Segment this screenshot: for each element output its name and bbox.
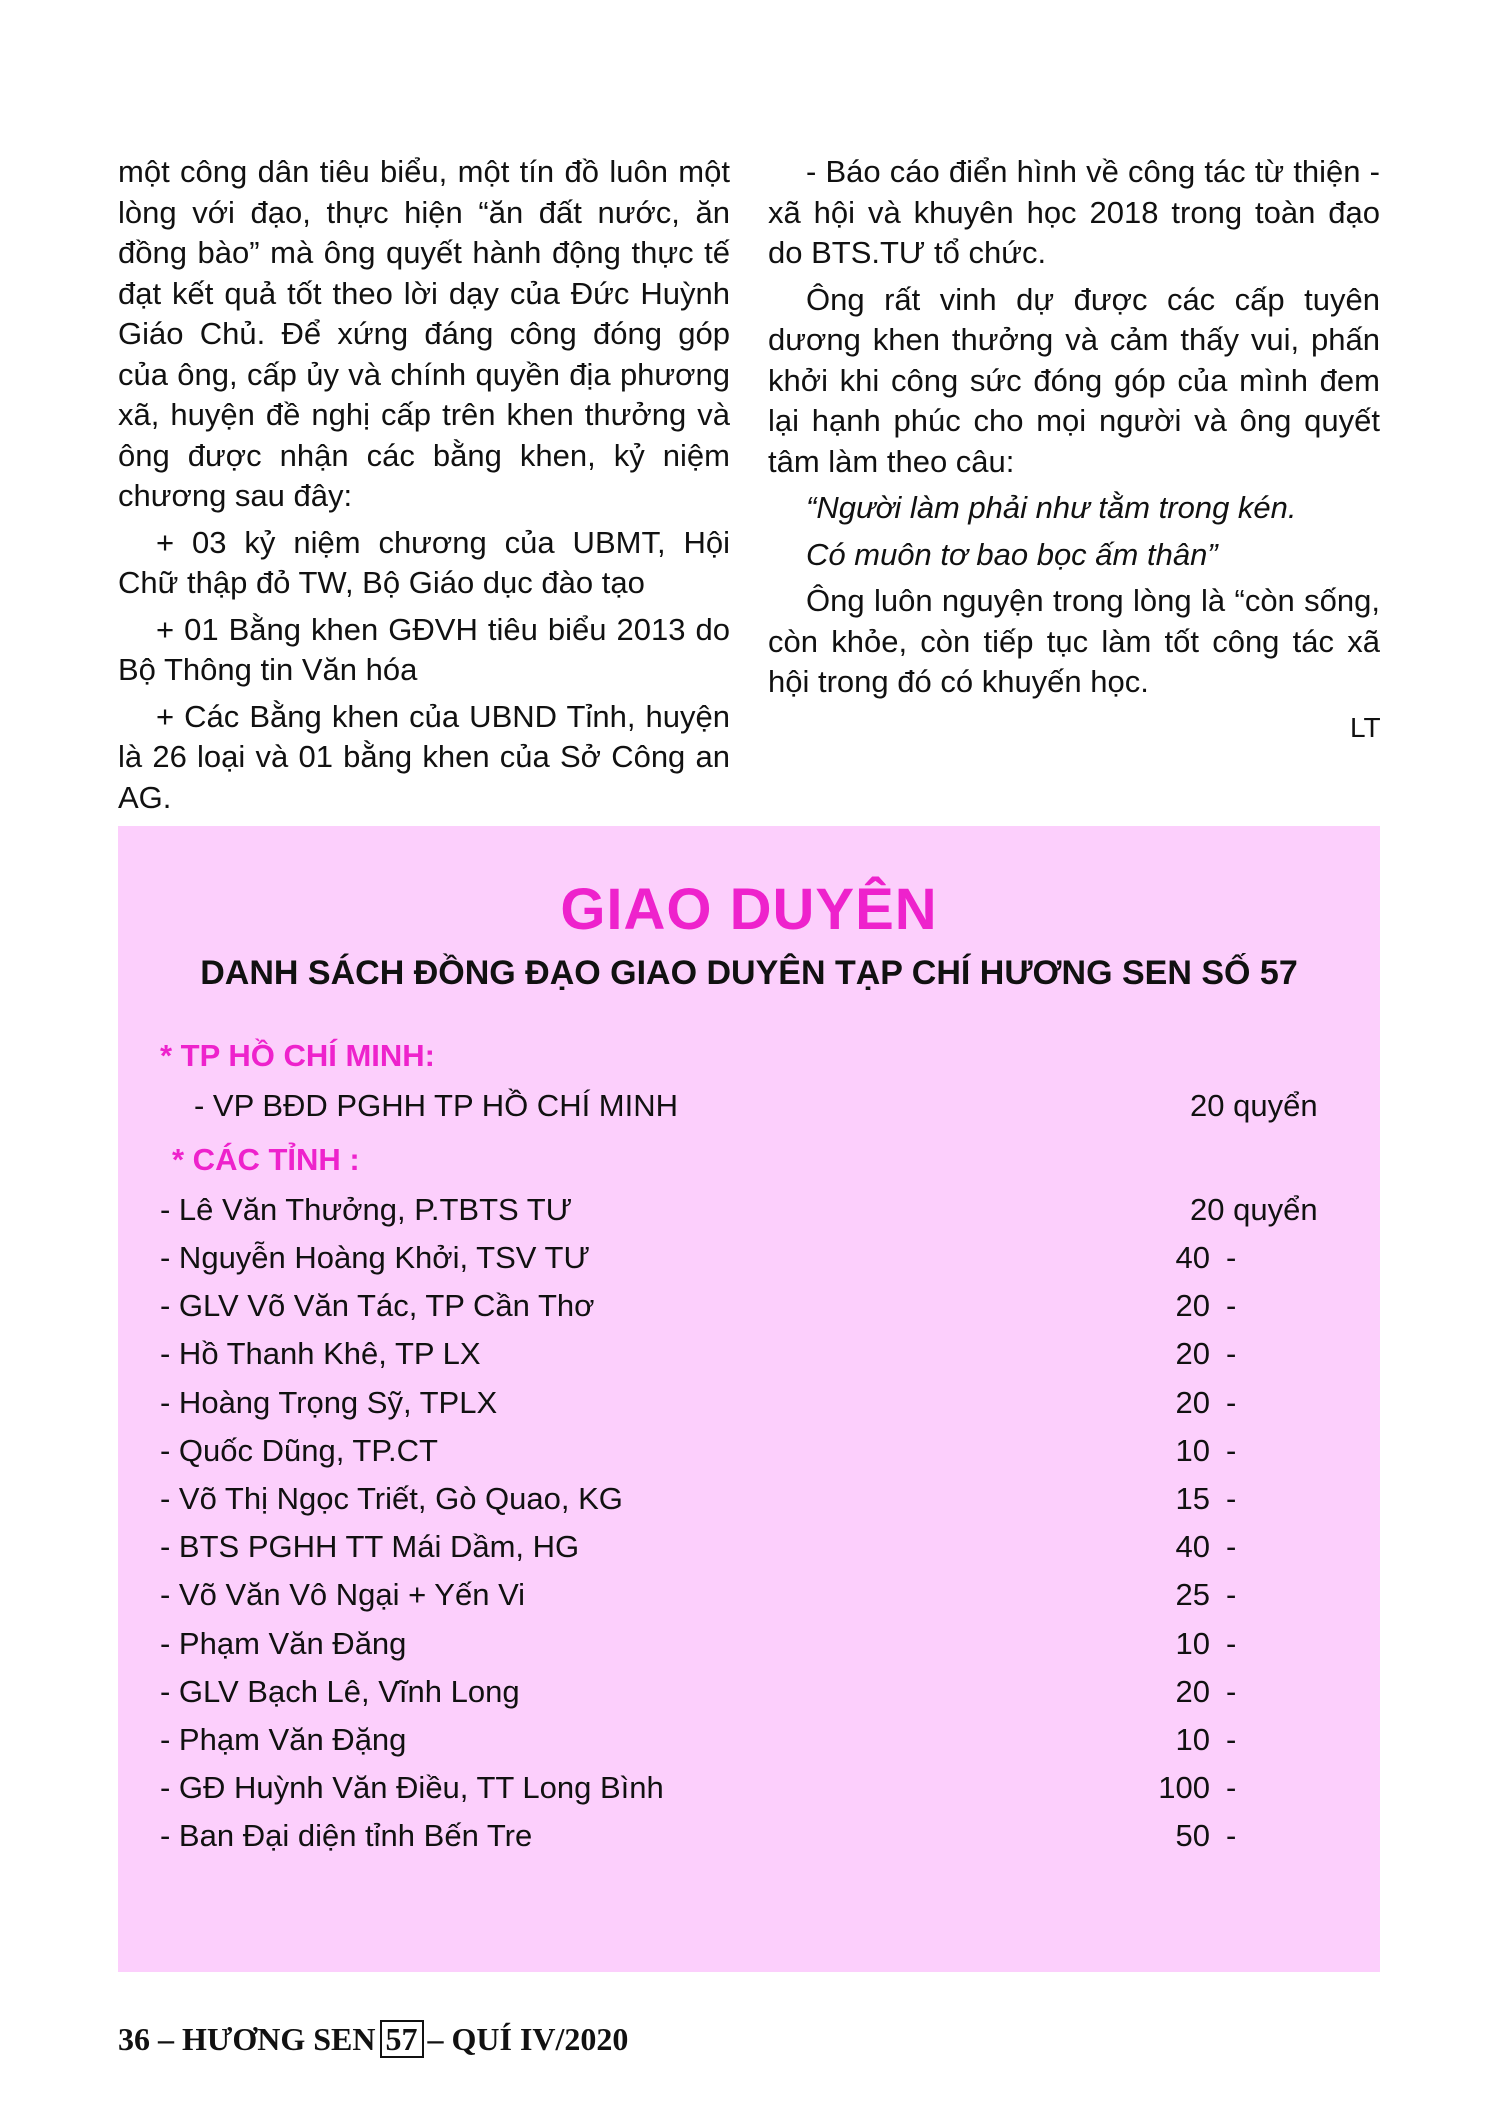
list-item xyxy=(160,1240,1340,1280)
left-paragraph-4: + Các Bằng khen của UBND Tỉnh, huyện là 26 loại và 01 bằng khen của Sở Công an AG. xyxy=(118,698,730,815)
list-item xyxy=(194,1088,1340,1128)
issue-number: 57 xyxy=(380,2020,424,2058)
list-item-name: - GĐ Huỳnh Văn Điều, TT Long Bình xyxy=(160,1770,664,1806)
list-item-name: - Hồ Thanh Khê, TP LX xyxy=(160,1336,481,1372)
list-item-unit: - xyxy=(1226,1770,1237,1806)
list-item xyxy=(160,1722,1340,1762)
section-provinces-heading: * CÁC TỈNH : xyxy=(172,1142,360,1177)
list-item xyxy=(160,1288,1340,1328)
list-item xyxy=(160,1481,1340,1521)
list-item-qty: 15 xyxy=(1175,1481,1210,1516)
list-item-name: - Nguyễn Hoàng Khởi, TSV TƯ xyxy=(160,1240,590,1275)
list-item xyxy=(160,1192,1340,1232)
right-paragraph-2: Ông rất vinh dự được các cấp tuyên dương khen thưởng và cảm thấy vui, phấn khởi khi công sức đóng góp của mình đem lại hạnh phúc cho mọi người và ông quyết tâm làm theo câu: xyxy=(768,281,1380,479)
list-item-unit: - xyxy=(1226,1384,1237,1420)
list-item-name: - VP BĐD PGHH TP HỒ CHÍ MINH xyxy=(194,1088,679,1123)
list-item-name: - Võ Văn Vô Ngại + Yến Vi xyxy=(160,1577,526,1613)
list-item-qty: 100 xyxy=(1158,1770,1210,1806)
list-item-name: - Lê Văn Thưởng, P.TBTS TƯ xyxy=(160,1192,573,1227)
footer-dash: – xyxy=(158,2021,174,2057)
giao-duyen-subtitle: DANH SÁCH ĐỒNG ĐẠO GIAO DUYÊN TẠP CHÍ HƯƠNG SEN SỐ 57 xyxy=(200,954,1298,992)
list-item-unit: - xyxy=(1226,1240,1237,1275)
list-item-unit: - xyxy=(1226,1432,1237,1468)
page-footer xyxy=(118,2020,628,2058)
list-item-name: - BTS PGHH TT Mái Dầm, HG xyxy=(160,1529,580,1565)
list-item-name: - GLV Võ Văn Tác, TP Cần Thơ xyxy=(160,1288,595,1324)
list-item-name: - Ban Đại diện tỉnh Bến Tre xyxy=(160,1818,533,1854)
list-item-qty: 20 xyxy=(1175,1673,1210,1709)
footer-dash: – xyxy=(427,2021,444,2057)
list-item-unit: - xyxy=(1226,1722,1237,1757)
list-item-qty: 50 xyxy=(1175,1818,1210,1854)
list-item xyxy=(160,1336,1340,1376)
list-item-name: - Phạm Văn Đặng xyxy=(160,1722,407,1757)
giao-duyen-box xyxy=(118,826,1380,1972)
list-item-qty: 20 xyxy=(1175,1384,1210,1420)
list-item xyxy=(160,1577,1340,1617)
list-item-name: - Võ Thị Ngọc Triết, Gò Quao, KG xyxy=(160,1481,623,1516)
list-item-name: - GLV Bạch Lê, Vĩnh Long xyxy=(160,1673,520,1709)
list-item xyxy=(160,1674,1340,1714)
list-item-name: - Phạm Văn Đăng xyxy=(160,1625,407,1661)
list-item-qty: 20 xyxy=(1175,1288,1210,1324)
right-column xyxy=(768,152,1380,709)
left-paragraph-1: một công dân tiêu biểu, một tín đồ luôn một lòng với đạo, thực hiện “ăn đất nước, ăn đồng bào” mà ông quyết hành động thực tế đạt kết quả tốt theo lời dạy của Đức Huỳnh Giáo Chủ. Để xứng đáng công đóng góp của ông, cấp ủy và chính quyền địa phương xã, huyện đề nghị cấp trên khen thưởng và ông được nhận các bằng khen, kỷ niệm chương sau đây: xyxy=(118,154,730,513)
list-item xyxy=(160,1433,1340,1473)
right-paragraph-1: - Báo cáo điển hình về công tác từ thiện - xã hội và khuyên học 2018 trong toàn đạo do BTS.TƯ tổ chức. xyxy=(768,154,1380,270)
list-item-unit: - xyxy=(1226,1336,1237,1372)
list-item-qty: 10 xyxy=(1175,1625,1210,1661)
giao-duyen-title: GIAO DUYÊN xyxy=(560,877,938,942)
list-item-qty: 20 quyển xyxy=(1190,1088,1318,1123)
list-item-unit: - xyxy=(1226,1818,1237,1854)
list-item-unit: - xyxy=(1226,1577,1237,1613)
list-item-qty: 40 xyxy=(1175,1240,1210,1275)
list-item-qty: 40 xyxy=(1175,1529,1210,1565)
list-item xyxy=(160,1385,1340,1425)
section-hcm-heading: * TP HỒ CHÍ MINH: xyxy=(160,1038,435,1073)
quote-line-1: “Người làm phải như tằm trong kén. xyxy=(806,490,1297,525)
list-item-unit: - xyxy=(1226,1625,1237,1661)
list-item-qty: 20 quyển xyxy=(1190,1192,1318,1227)
page-number: 36 xyxy=(118,2021,150,2057)
author-signoff: LT xyxy=(1350,712,1381,743)
list-item-unit: - xyxy=(1226,1529,1237,1565)
list-item-unit: - xyxy=(1226,1481,1237,1516)
left-column xyxy=(118,152,730,824)
list-item xyxy=(160,1770,1340,1810)
quote-line-2: Có muôn tơ bao bọc ấm thân” xyxy=(806,536,1218,572)
list-item-qty: 10 xyxy=(1175,1722,1210,1757)
list-item-name: - Hoàng Trọng Sỹ, TPLX xyxy=(160,1384,498,1420)
list-item-qty: 25 xyxy=(1175,1577,1210,1613)
list-item xyxy=(160,1626,1340,1666)
list-item xyxy=(160,1818,1340,1858)
right-paragraph-3: Ông luôn nguyện trong lòng là “còn sống, còn khỏe, còn tiếp tục làm tốt công tác xã hội trong đó có khuyến học. xyxy=(768,583,1380,699)
left-paragraph-2: + 03 kỷ niệm chương của UBMT, Hội Chữ thập đỏ TW, Bộ Giáo dục đào tạo xyxy=(118,524,730,600)
list-item-qty: 20 xyxy=(1175,1336,1210,1372)
list-item-unit: - xyxy=(1226,1288,1237,1324)
issue-quarter: QUÍ IV/2020 xyxy=(451,2021,629,2057)
list-item-name: - Quốc Dũng, TP.CT xyxy=(160,1432,438,1468)
list-item-unit: - xyxy=(1226,1673,1237,1709)
magazine-name: HƯƠNG SEN xyxy=(182,2021,376,2057)
list-item xyxy=(160,1529,1340,1569)
list-item-qty: 10 xyxy=(1175,1432,1210,1468)
left-paragraph-3: + 01 Bằng khen GĐVH tiêu biểu 2013 do Bộ Thông tin Văn hóa xyxy=(118,611,730,687)
